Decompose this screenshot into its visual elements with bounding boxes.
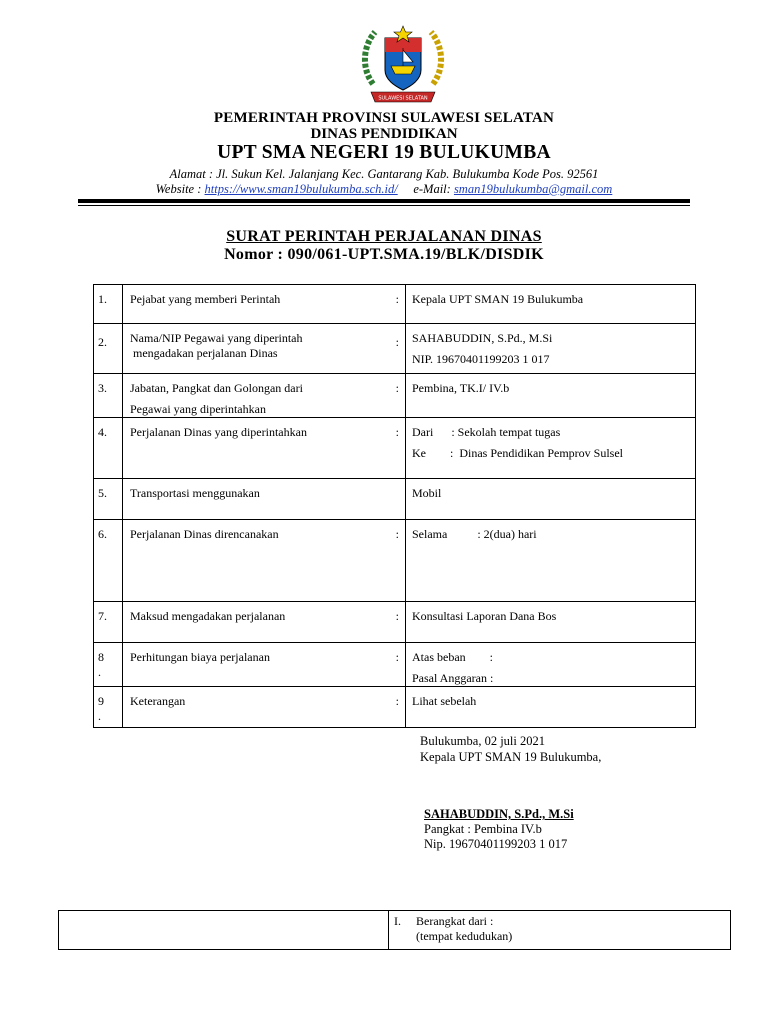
signature-place-date: Bulukumba, 02 juli 2021	[420, 734, 545, 748]
departure-place-label: (tempat kedudukan)	[416, 929, 513, 943]
row-colon: :	[395, 650, 399, 664]
row-number: 6.	[94, 520, 123, 602]
row-colon: :	[395, 425, 399, 439]
row-label-text: Maksud mengadakan perjalanan	[130, 609, 286, 623]
departure-table	[58, 910, 731, 950]
row-value-text: SAHABUDDIN, S.Pd., M.Si	[412, 331, 553, 345]
row-number	[94, 643, 123, 687]
table-row	[94, 418, 696, 479]
row-value: Lihat sebelah	[406, 687, 696, 728]
signature-name: SAHABUDDIN, S.Pd., M.Si	[424, 807, 574, 821]
row-label	[123, 479, 406, 520]
row-value: Pembina, TK.I/ IV.b	[406, 374, 696, 418]
table-row	[94, 520, 696, 602]
header-department: DINAS PENDIDIKAN	[310, 126, 458, 142]
row-label-text: Jabatan, Pangkat dan Golongan dari	[130, 381, 303, 395]
row-label-text: Perhitungan biaya perjalanan	[130, 650, 270, 664]
row-value-text: Atas beban :	[412, 650, 493, 664]
departure-roman-number: I.	[394, 914, 401, 928]
row-value: Selama : 2(dua) hari	[406, 520, 696, 602]
row-label	[123, 374, 406, 418]
row-value: Konsultasi Laporan Dana Bos	[406, 602, 696, 643]
table-row	[94, 374, 696, 418]
table-row	[59, 911, 731, 950]
row-label-text: Nama/NIP Pegawai yang diperintah	[130, 331, 303, 345]
row-label-text: Perjalanan Dinas direncanakan	[130, 527, 279, 541]
header-government: PEMERINTAH PROVINSI SULAWESI SELATAN	[213, 110, 555, 126]
province-emblem-logo	[359, 22, 447, 106]
row-label-text: Pejabat yang memberi Perintah	[130, 292, 281, 306]
row-label-text: Keterangan	[130, 694, 186, 708]
row-colon: :	[395, 292, 399, 306]
row-colon: :	[395, 335, 399, 349]
signature-position: Kepala UPT SMAN 19 Bulukumba,	[420, 750, 602, 764]
row-number-dot: .	[98, 709, 101, 723]
row-number-text: 8	[98, 650, 104, 664]
row-number: 3.	[94, 374, 123, 418]
row-number: 2.	[94, 324, 123, 374]
row-number	[94, 687, 123, 728]
row-value: Mobil	[406, 479, 696, 520]
row-label	[123, 687, 406, 728]
header-contact	[0, 182, 768, 197]
row-label	[123, 285, 406, 324]
row-value-text-2: Pasal Anggaran :	[412, 671, 494, 685]
logo-ribbon-text: SULAWESI SELATAN	[378, 95, 428, 102]
row-number: 4.	[94, 418, 123, 479]
row-label	[123, 520, 406, 602]
departure-left-cell	[59, 911, 389, 950]
table-row	[94, 285, 696, 324]
row-number: 7.	[94, 602, 123, 643]
header-address: Alamat : Jl. Sukun Kel. Jalanjang Kec. Gantarang Kab. Bulukumba Kode Pos. 92561	[169, 167, 599, 181]
travel-order-table	[93, 284, 696, 728]
row-colon: :	[395, 694, 399, 708]
row-label	[123, 643, 406, 687]
table-row	[94, 479, 696, 520]
row-value	[406, 643, 696, 687]
table-row	[94, 687, 696, 728]
signature-nip: Nip. 19670401199203 1 017	[424, 837, 568, 851]
table-row	[94, 643, 696, 687]
signature-rank: Pangkat : Pembina IV.b	[424, 822, 542, 836]
table-row	[94, 602, 696, 643]
header-divider-thick	[78, 199, 690, 203]
row-number: 5.	[94, 479, 123, 520]
row-colon: :	[395, 609, 399, 623]
header-school-name: UPT SMA NEGERI 19 BULUKUMBA	[217, 142, 551, 163]
row-number-text: 9	[98, 694, 104, 708]
row-value-text-2: Ke : Dinas Pendidikan Pemprov Sulsel	[412, 446, 623, 460]
table-row	[94, 324, 696, 374]
row-value-text-2: NIP. 19670401199203 1 017	[412, 352, 550, 366]
document-number: Nomor : 090/061-UPT.SMA.19/BLK/DISDIK	[224, 246, 544, 263]
row-value: Kepala UPT SMAN 19 Bulukumba	[406, 285, 696, 324]
website-label: Website :	[155, 182, 202, 196]
row-colon: :	[395, 381, 399, 395]
row-value	[406, 324, 696, 374]
website-link[interactable]: https://www.sman19bulukumba.sch.id/	[204, 182, 398, 196]
email-link[interactable]: sman19bulukumba@gmail.com	[453, 182, 613, 196]
departure-right-cell	[389, 911, 731, 950]
row-number: 1.	[94, 285, 123, 324]
row-label-text-2: Pegawai yang diperintahkan	[130, 402, 266, 416]
row-number-dot: .	[98, 665, 101, 679]
departure-from-label: Berangkat dari :	[416, 914, 494, 928]
row-label-text: Transportasi menggunakan	[130, 486, 260, 500]
row-label	[123, 418, 406, 479]
document-title: SURAT PERINTAH PERJALANAN DINAS	[226, 228, 542, 245]
row-value	[406, 418, 696, 479]
row-label-text: Perjalanan Dinas yang diperintahkan	[130, 425, 307, 439]
row-label-text-2: mengadakan perjalanan Dinas	[130, 346, 278, 360]
row-label	[123, 602, 406, 643]
header-divider-thin	[78, 205, 690, 206]
row-label	[123, 324, 406, 374]
row-value-text: Dari : Sekolah tempat tugas	[412, 425, 561, 439]
email-label: e-Mail:	[413, 182, 451, 196]
row-colon: :	[395, 527, 399, 541]
